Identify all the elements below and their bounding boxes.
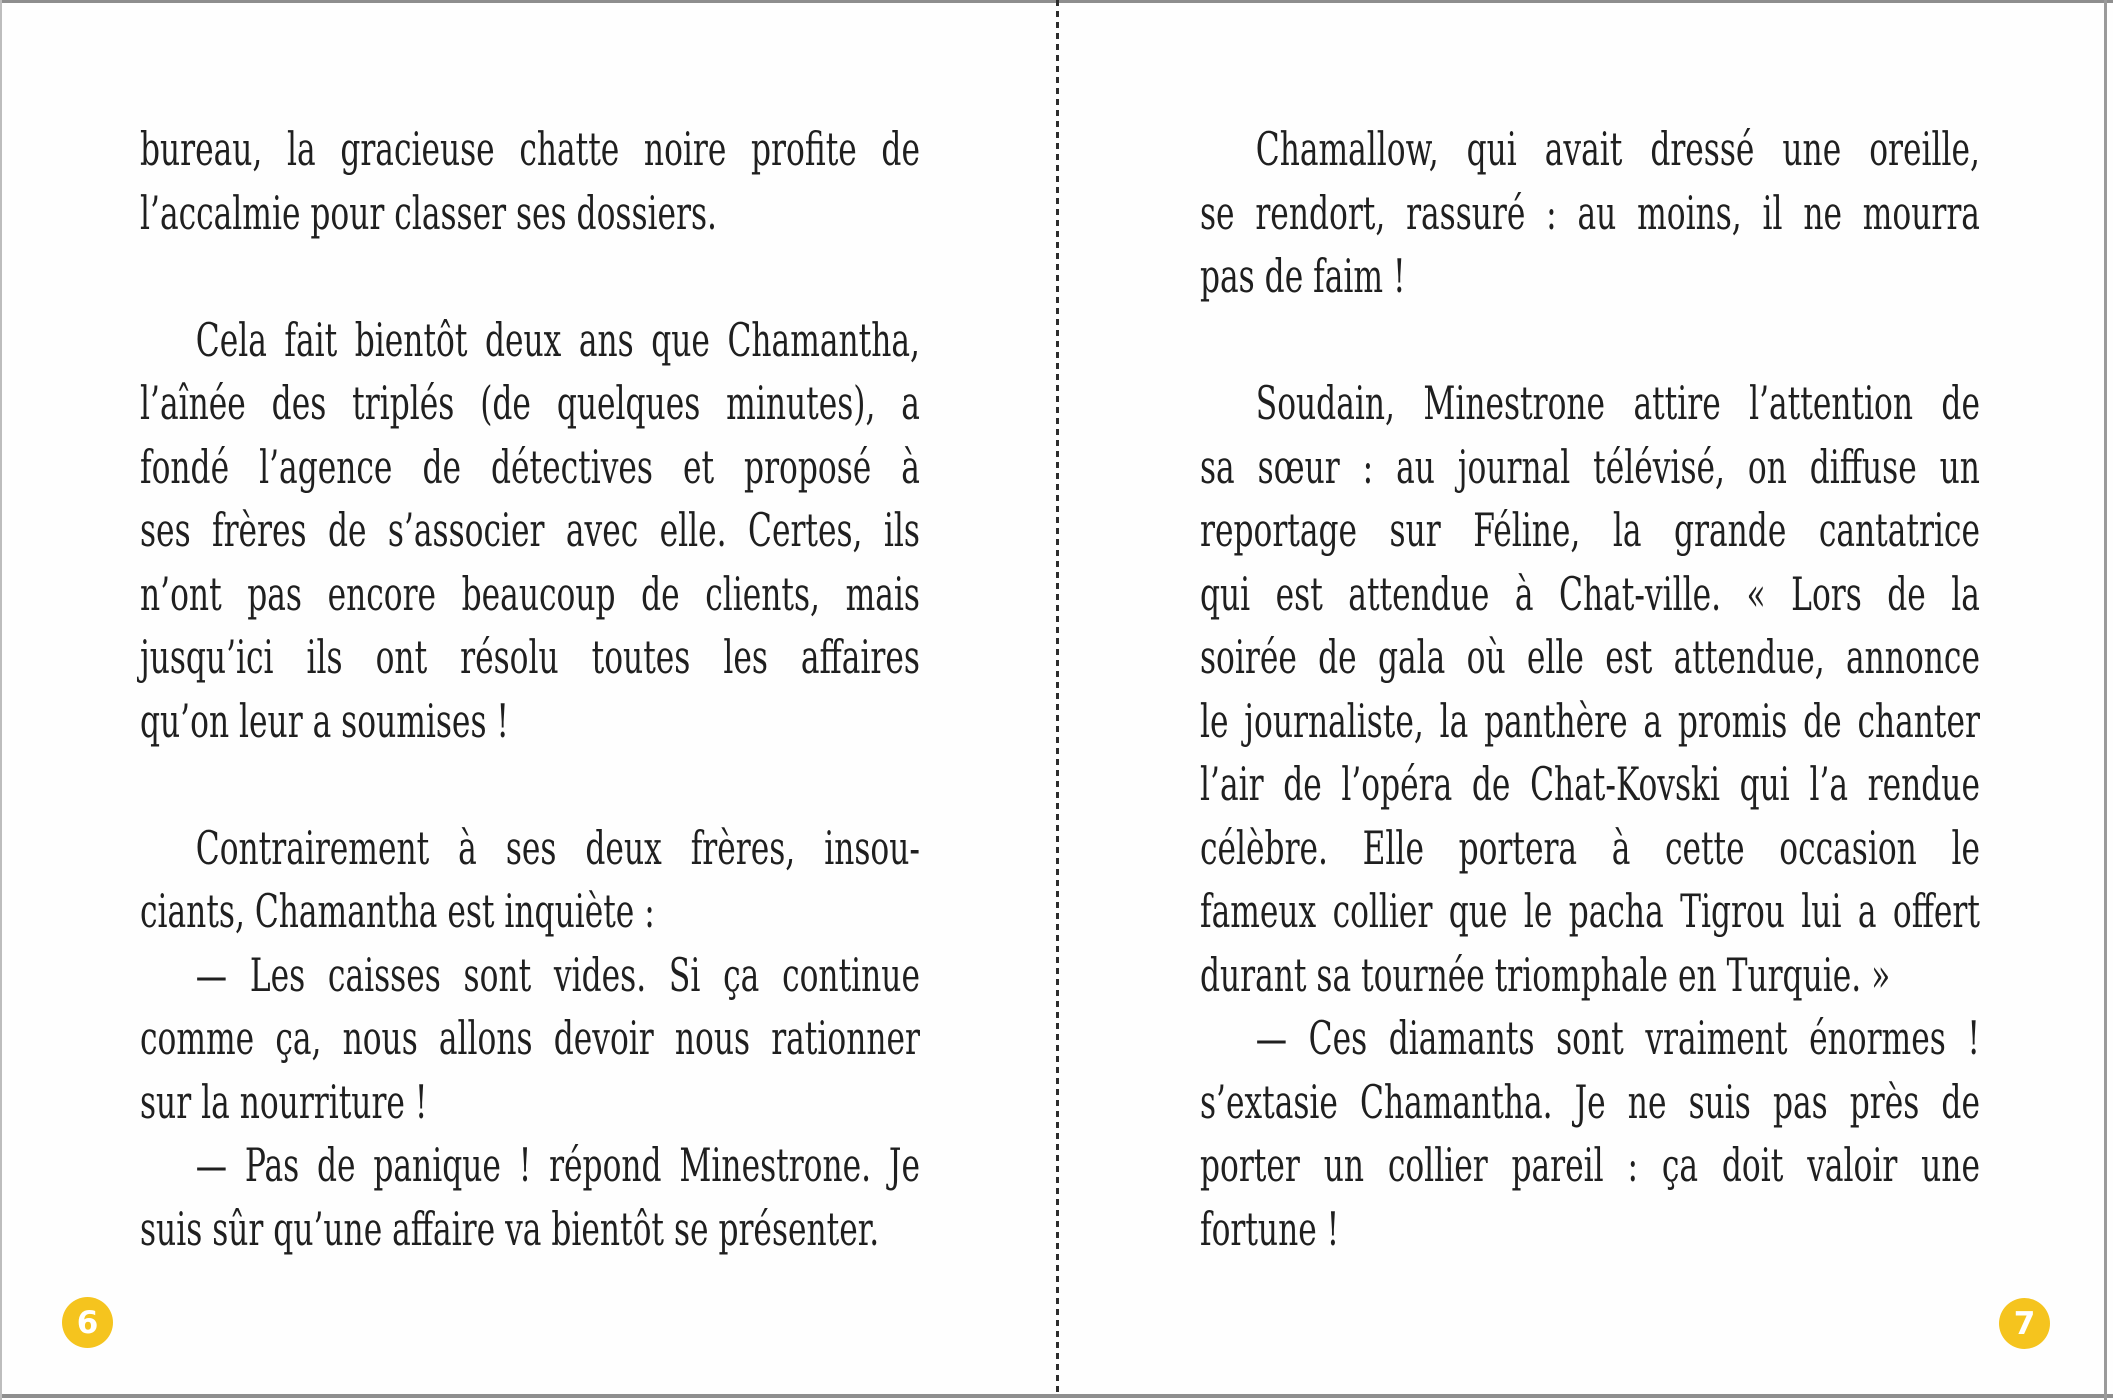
text-line: sur la nourriture ! <box>140 1074 428 1129</box>
text-line: l’accalmie pour classer ses dossiers. <box>140 185 717 240</box>
text-line: soirée de gala où elle est attendue, annonce <box>1200 630 1980 684</box>
text-line: — Pas de panique ! répond Minestrone. Je <box>195 1138 920 1192</box>
frame-border-bottom <box>0 1394 2113 1398</box>
text-line: ses frères de s’associer avec elle. Certes, ils <box>140 503 920 557</box>
text-line: — Les caisses sont vides. Si ça continue <box>195 947 920 1002</box>
page-number-badge-right <box>1999 1298 2050 1349</box>
frame-border-right <box>2104 0 2107 1400</box>
text-line: Cela fait bientôt deux ans que Chamantha, <box>195 312 920 367</box>
paragraph-gap <box>140 753 920 817</box>
text-line: Contrairement à ses deux frères, insou- <box>195 820 920 875</box>
text-line: — Ces diamants sont vraiment énormes ! <box>1255 1011 1980 1065</box>
text-line: jusqu’ici ils ont résolu toutes les affaires <box>140 630 920 684</box>
text-line: se rendort, rassuré : au moins, il ne mourra <box>1200 185 1980 240</box>
text-line: reportage sur Féline, la grande cantatrice <box>1200 503 1980 557</box>
text-line: fortune ! <box>1200 1201 1340 1256</box>
text-line: sa sœur : au journal télévisé, on diffuse un <box>1200 439 1980 494</box>
text-line: célèbre. Elle portera à cette occasion le <box>1200 820 1980 875</box>
text-line: l’aînée des triplés (de quelques minutes), a <box>140 376 920 430</box>
text-line: n’ont pas encore beaucoup de clients, mais <box>140 566 920 621</box>
text-line: ciants, Chamantha est inquiète : <box>140 884 655 938</box>
page-number: 6 <box>76 1304 99 1341</box>
text-line: Soudain, Minestrone attire l’attention de <box>1255 376 1980 430</box>
text-line: qui est attendue à Chat-ville. « Lors de la <box>1200 566 1980 621</box>
text-line: bureau, la gracieuse chatte noire profite de <box>140 122 920 176</box>
text-line: pas de faim ! <box>1200 249 1406 303</box>
text-line: Chamallow, qui avait dressé une oreille, <box>1255 122 1980 176</box>
text-column-left <box>140 118 920 1261</box>
page-gutter-dashed-line <box>1056 0 1059 1394</box>
page-number: 7 <box>2013 1305 2036 1342</box>
text-line: s’extasie Chamantha. Je ne suis pas près de <box>1200 1074 1980 1129</box>
text-line: l’air de l’opéra de Chat-Kovski qui l’a rendue <box>1200 757 1980 811</box>
text-line: suis sûr qu’une affaire va bientôt se présenter. <box>140 1201 880 1256</box>
text-line: qu’on leur a soumises ! <box>140 693 510 748</box>
text-line: comme ça, nous allons devoir nous rationner <box>140 1011 920 1065</box>
text-line: le journaliste, la panthère a promis de chanter <box>1200 693 1980 748</box>
paragraph-gap <box>140 245 920 309</box>
text-line: fondé l’agence de détectives et proposé à <box>140 439 920 494</box>
text-column-right <box>1200 118 1980 1261</box>
text-line: durant sa tournée triomphale en Turquie. » <box>1200 947 1891 1002</box>
text-line: fameux collier que le pacha Tigrou lui a offert <box>1200 884 1980 938</box>
frame-border-left <box>0 0 2 1400</box>
page-number-badge-left <box>62 1297 113 1348</box>
text-line: porter un collier pareil : ça doit valoir une <box>1200 1138 1980 1192</box>
paragraph-gap <box>1200 309 1980 373</box>
